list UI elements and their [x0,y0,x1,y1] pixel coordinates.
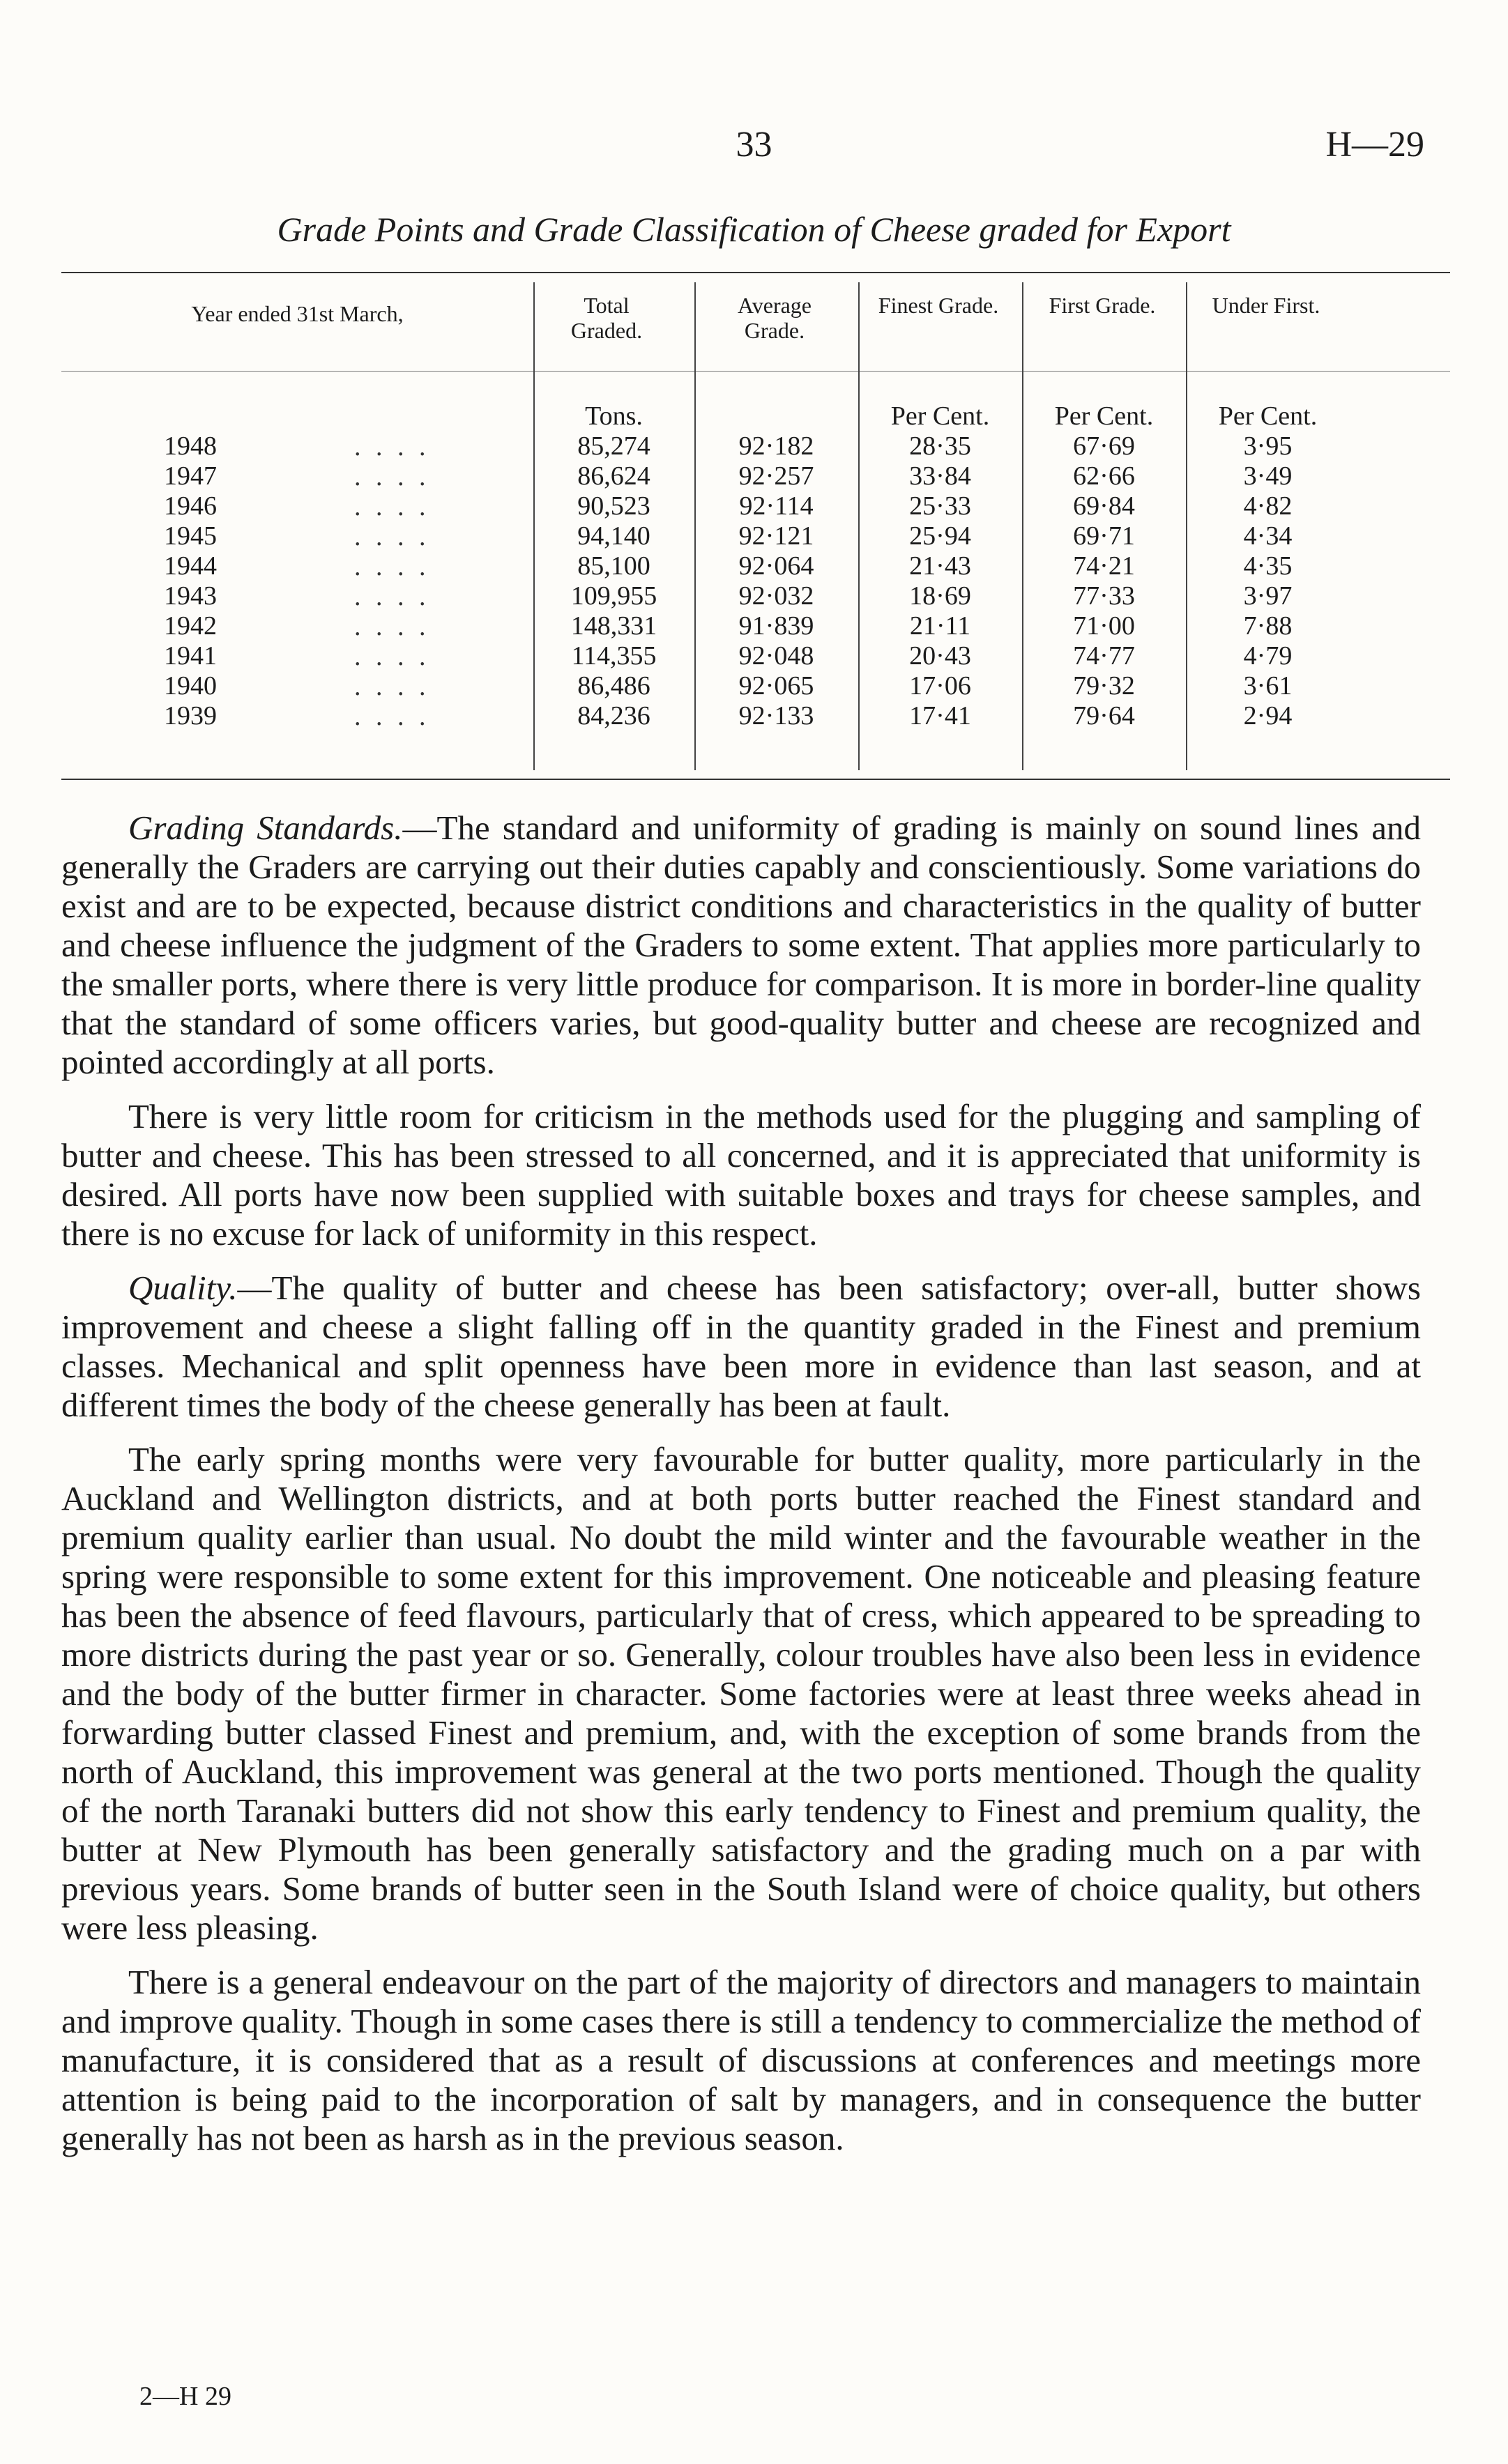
table-bottom-rule [61,779,1450,780]
page-number: 33 [736,125,772,164]
table-cell: 3·49 [1243,461,1293,491]
table-cell: 20·43 [909,641,971,671]
table-cell: 17·06 [909,671,971,701]
leader-dots: . . . . [354,492,430,521]
table-cell: 25·94 [909,521,971,551]
table-cell: 109,955 [570,581,657,611]
table-cell: 91·839 [738,611,814,641]
column-header-average: Average Grade. [738,293,812,343]
leader-dots: . . . . [354,612,430,641]
table-title: Grade Points and Grade Classification of Cheese graded for Export [277,210,1231,249]
leader-dots: . . . . [354,702,430,731]
table-cell: 4·35 [1243,551,1293,581]
table-cell: 71·00 [1073,611,1135,641]
column-header-under-first: Under First. [1212,293,1320,318]
footer-signature: 2—H 29 [139,2382,231,2411]
table-cell: 94,140 [577,521,650,551]
paragraph-heading: Quality. [128,1269,238,1307]
table-cell: 90,523 [577,491,650,521]
table-cell: 1942 [164,611,217,641]
table-cell: 92·114 [739,491,814,521]
table-cell: 1946 [164,491,217,521]
column-header-first: First Grade. [1049,293,1156,318]
table-cell: 28·35 [909,431,971,461]
table-cell: 18·69 [909,581,971,611]
table-cell: 1945 [164,521,217,551]
paragraph-text: —The standard and uniformity of grading is mainly on sound lines and generally the Graders are carrying out their duties capably and conscientiously. Some variations do exist and are to be expected, because district conditions and characteristics in the quality of butter and cheese influence the judgment of the Graders to some extent. That applies more particularly to the smaller ports, where there is very little produce for comparison. It is more in border-line quality that the standard of some officers varies, but good-quality butter and cheese are recognized and pointed accordingly at all ports. [61,809,1421,1081]
table-cell: 92·065 [738,671,814,701]
table-cell: 3·61 [1243,671,1293,701]
table-cell: 21·43 [909,551,971,581]
leader-dots: . . . . [354,672,430,701]
table-cell: 1939 [164,701,217,730]
table-cell: 74·21 [1073,551,1135,581]
table-cell: 1947 [164,461,217,491]
table-cell: 33·84 [909,461,971,491]
table-cell: 1941 [164,641,217,671]
table-cell: 4·34 [1243,521,1293,551]
table-cell: 86,486 [577,671,650,701]
table-cell: 25·33 [909,491,971,521]
paragraph-heading: Grading Standards. [128,809,403,847]
leader-dots: . . . . [354,642,430,671]
table-cell: 86,624 [577,461,650,491]
column-header-year: Year ended 31st March, [191,301,404,326]
table-cell: 79·64 [1073,701,1135,730]
table-cell: 148,331 [570,611,657,641]
table-cell: 1948 [164,431,217,461]
document-code: H—29 [1325,125,1424,164]
paragraph-text: —The quality of butter and cheese has been satisfactory; over-all, butter shows improvement and cheese a slight falling off in the quantity graded in the Finest and premium classes. Mechanical and split openness have been more in evidence than last season, and at different times the body of the cheese generally has been at fault. [61,1269,1421,1424]
header-bottom-rule [61,371,1450,372]
table-cell: 92·257 [738,461,814,491]
table-cell: 17·41 [909,701,971,730]
leader-dots: . . . . [354,582,430,611]
table-top-rule [61,272,1450,273]
paragraph-quality [61,1269,1421,1425]
table-cell: 92·182 [738,431,814,461]
table-cell: 92·064 [738,551,814,581]
unit-under-first: Per Cent. [1218,401,1318,431]
table-cell: 3·95 [1243,431,1293,461]
table-cell: 85,100 [577,551,650,581]
table-cell: 67·69 [1073,431,1135,461]
table-cell: 1944 [164,551,217,581]
table-cell: 7·88 [1243,611,1293,641]
table-cell: 92·133 [738,701,814,730]
column-header-total: Total Graded. [570,293,643,343]
table-cell: 92·121 [738,521,814,551]
table-cell: 79·32 [1073,671,1135,701]
leader-dots: . . . . [354,462,430,491]
table-cell: 92·048 [738,641,814,671]
leader-dots: . . . . [354,522,430,551]
table-cell: 69·71 [1073,521,1135,551]
unit-first: Per Cent. [1054,401,1154,431]
unit-finest: Per Cent. [890,401,990,431]
table-cell: 74·77 [1073,641,1135,671]
table-cell: 1943 [164,581,217,611]
table-cell: 85,274 [577,431,650,461]
column-header-finest: Finest Grade. [878,293,999,318]
grade-table [61,272,1450,791]
unit-total: Tons. [585,401,643,431]
leader-dots: . . . . [354,552,430,581]
paragraph-endeavour: There is a general endeavour on the part of the majority of directors and managers to maintain and improve quality. Though in some cases there is still a tendency to commercialize the method of manufacture, it is considered that as a result of discussions at conferences and meetings more attention is being paid to the incorporation of salt by managers, and in consequence the butter generally has not been as harsh as in the previous season. [61,1963,1421,2157]
table-cell: 1940 [164,671,217,701]
table-cell: 4·82 [1243,491,1293,521]
table-cell: 84,236 [577,701,650,730]
table-cell: 2·94 [1243,701,1293,730]
table-cell: 69·84 [1073,491,1135,521]
table-cell: 62·66 [1073,461,1135,491]
paragraph-spring-months: The early spring months were very favourable for butter quality, more particularly in the Auckland and Wellington districts, and at both ports butter reached the Finest standard and premium quality earlier than usual. No doubt the mild winter and the favourable weather in the spring were responsible to some extent for this improvement. One noticeable and pleasing feature has been the absence of feed flavours, particularly that of cress, which appeared to be spreading to more districts during the past year or so. Generally, colour troubles have also been less in evidence and the body of the butter firmer in character. Some factories were at least three weeks ahead in forwarding butter classed Finest and premium, and, with the exception of some brands from the north of Auckland, this improvement was general at the two ports mentioned. Though the quality of the north Taranaki butters did not show this early tendency to Finest and premium quality, the butter at New Plymouth has been generally satisfactory and the grading much on a par with previous years. Some brands of butter seen in the South Island were of choice quality, but others were less pleasing. [61,1440,1421,1947]
table-cell: 114,355 [571,641,657,671]
table-cell: 21·11 [909,611,971,641]
paragraph-grading-standards [61,809,1421,1082]
table-cell: 77·33 [1073,581,1135,611]
table-cell: 3·97 [1243,581,1293,611]
paragraph-sampling: There is very little room for criticism in the methods used for the plugging and sampling of butter and cheese. This has been stressed to all concerned, and it is appreciated that uniformity is desired. All ports have now been supplied with suitable boxes and trays for cheese samples, and there is no excuse for lack of uniformity in this respect. [61,1097,1421,1253]
table-cell: 4·79 [1243,641,1293,671]
body-text [61,809,1421,2173]
leader-dots: . . . . [354,432,430,461]
table-cell: 92·032 [738,581,814,611]
